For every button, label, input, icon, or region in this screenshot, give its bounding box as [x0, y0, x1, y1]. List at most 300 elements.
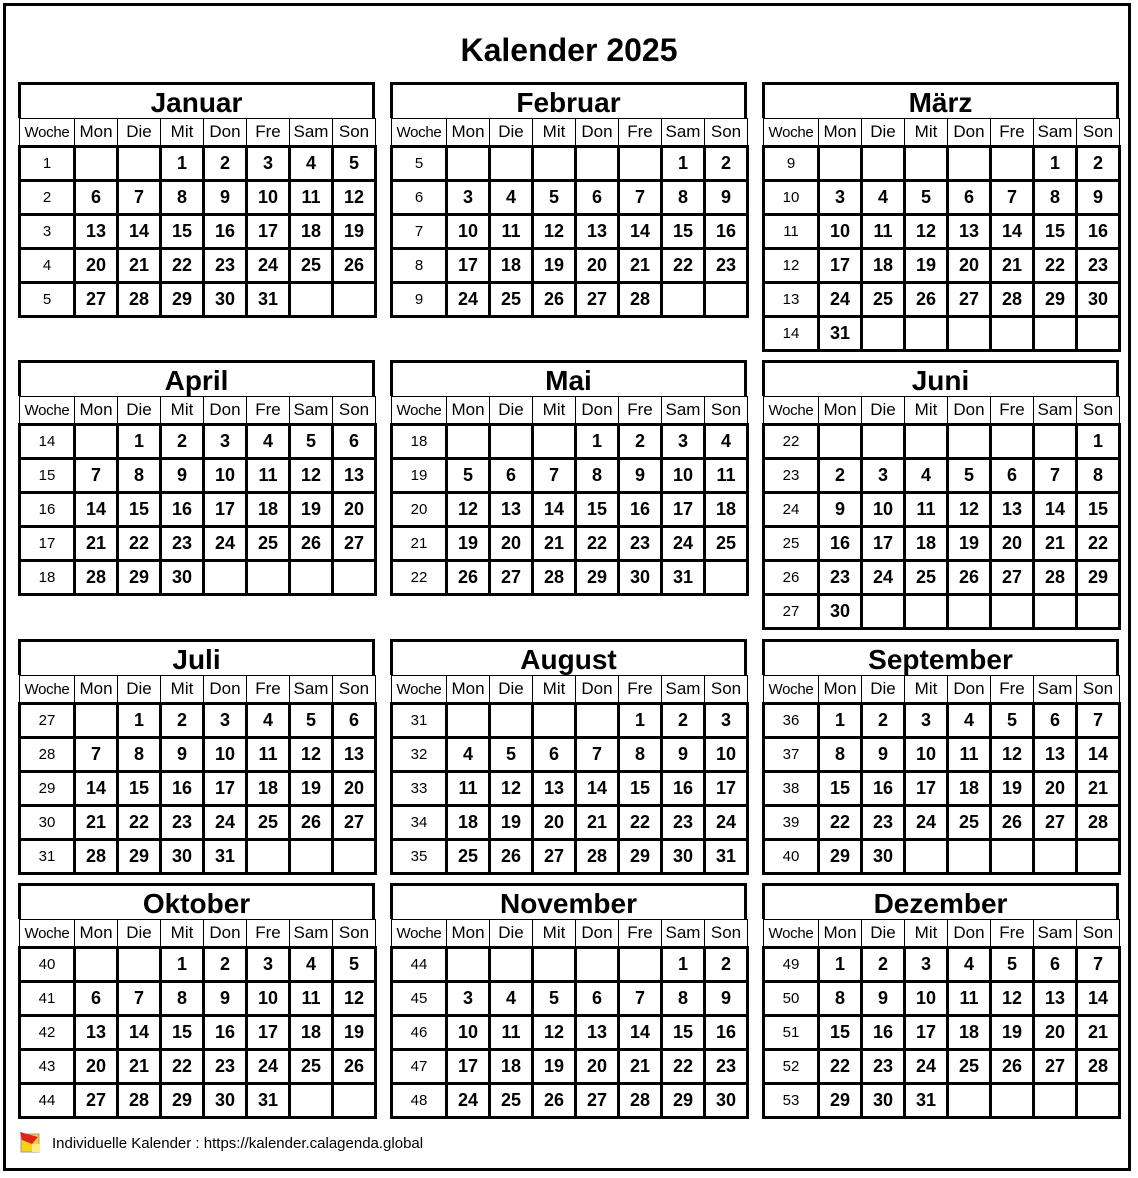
- weekday-header: Mon: [819, 920, 862, 948]
- day-cell: [991, 425, 1034, 459]
- week-number: 37: [764, 738, 819, 772]
- day-cell: 18: [290, 215, 333, 249]
- week-number: 1: [20, 147, 75, 181]
- day-cell: [75, 948, 118, 982]
- day-cell: [533, 147, 576, 181]
- week-number: 22: [764, 425, 819, 459]
- weekday-header: Son: [1077, 119, 1120, 147]
- day-cell: 31: [819, 317, 862, 351]
- day-cell: 23: [161, 527, 204, 561]
- weekday-header-row: [20, 397, 376, 425]
- month-table: [390, 396, 749, 596]
- day-cell: [619, 147, 662, 181]
- week-row: [392, 704, 748, 738]
- month-block: [762, 360, 1119, 630]
- month-name: Januar: [18, 82, 375, 118]
- day-cell: 27: [75, 1084, 118, 1118]
- week-row: [764, 948, 1120, 982]
- day-cell: 22: [576, 527, 619, 561]
- day-cell: 13: [75, 215, 118, 249]
- day-cell: [948, 147, 991, 181]
- day-cell: [533, 425, 576, 459]
- day-cell: 2: [161, 704, 204, 738]
- week-number: 5: [20, 283, 75, 317]
- day-cell: 20: [533, 806, 576, 840]
- week-row: [764, 1016, 1120, 1050]
- day-cell: 14: [619, 215, 662, 249]
- day-cell: 20: [576, 1050, 619, 1084]
- day-cell: 15: [118, 772, 161, 806]
- day-cell: 27: [991, 561, 1034, 595]
- week-column-header: Woche: [392, 119, 447, 147]
- day-cell: 6: [948, 181, 991, 215]
- day-cell: 19: [290, 772, 333, 806]
- day-cell: 19: [991, 772, 1034, 806]
- day-cell: 26: [533, 1084, 576, 1118]
- day-cell: [333, 283, 376, 317]
- weekday-header: Mon: [447, 676, 490, 704]
- day-cell: [991, 840, 1034, 874]
- week-row: [764, 806, 1120, 840]
- weekday-header: Fre: [619, 119, 662, 147]
- day-cell: 31: [204, 840, 247, 874]
- day-cell: 5: [490, 738, 533, 772]
- day-cell: 4: [905, 459, 948, 493]
- month-block: [762, 883, 1119, 1119]
- weekday-header: Die: [490, 119, 533, 147]
- day-cell: 19: [533, 1050, 576, 1084]
- month-name: Juni: [762, 360, 1119, 396]
- day-cell: [862, 595, 905, 629]
- month-name: Juli: [18, 639, 375, 675]
- weekday-header-row: [764, 676, 1120, 704]
- day-cell: 8: [819, 738, 862, 772]
- day-cell: 7: [619, 181, 662, 215]
- day-cell: 10: [204, 459, 247, 493]
- day-cell: 26: [905, 283, 948, 317]
- day-cell: 20: [991, 527, 1034, 561]
- day-cell: 13: [576, 1016, 619, 1050]
- day-cell: 15: [662, 215, 705, 249]
- weekday-header-row: [392, 676, 748, 704]
- weekday-header: Mit: [161, 676, 204, 704]
- day-cell: [75, 425, 118, 459]
- day-cell: 21: [75, 806, 118, 840]
- day-cell: 16: [204, 1016, 247, 1050]
- day-cell: 25: [247, 527, 290, 561]
- day-cell: 11: [490, 1016, 533, 1050]
- day-cell: 22: [1077, 527, 1120, 561]
- week-number: 16: [20, 493, 75, 527]
- day-cell: 8: [576, 459, 619, 493]
- day-cell: 28: [1077, 1050, 1120, 1084]
- month-table: [762, 675, 1121, 875]
- day-cell: 3: [819, 181, 862, 215]
- weekday-header: Mit: [905, 119, 948, 147]
- week-number: 43: [20, 1050, 75, 1084]
- week-number: 30: [20, 806, 75, 840]
- day-cell: [290, 1084, 333, 1118]
- weekday-header: Sam: [1034, 676, 1077, 704]
- day-cell: 10: [905, 982, 948, 1016]
- weekday-header: Don: [204, 119, 247, 147]
- weekday-header: Mit: [161, 920, 204, 948]
- day-cell: 24: [819, 283, 862, 317]
- day-cell: 3: [905, 948, 948, 982]
- day-cell: 3: [862, 459, 905, 493]
- day-cell: 14: [118, 215, 161, 249]
- day-cell: 22: [819, 806, 862, 840]
- day-cell: [905, 317, 948, 351]
- day-cell: [705, 561, 748, 595]
- week-row: [20, 948, 376, 982]
- weekday-header: Mon: [819, 397, 862, 425]
- day-cell: 6: [533, 738, 576, 772]
- day-cell: [247, 840, 290, 874]
- day-cell: 5: [991, 704, 1034, 738]
- week-row: [20, 283, 376, 317]
- day-cell: 28: [991, 283, 1034, 317]
- week-row: [392, 147, 748, 181]
- day-cell: [862, 425, 905, 459]
- day-cell: 20: [1034, 772, 1077, 806]
- day-cell: 4: [247, 704, 290, 738]
- day-cell: 25: [948, 1050, 991, 1084]
- day-cell: [533, 704, 576, 738]
- day-cell: 26: [447, 561, 490, 595]
- day-cell: [662, 283, 705, 317]
- weekday-header: Die: [118, 920, 161, 948]
- day-cell: 3: [447, 181, 490, 215]
- day-cell: [447, 948, 490, 982]
- day-cell: 13: [75, 1016, 118, 1050]
- weekday-header: Fre: [247, 676, 290, 704]
- day-cell: 3: [705, 704, 748, 738]
- day-cell: 30: [662, 840, 705, 874]
- day-cell: [576, 948, 619, 982]
- weekday-header: Mit: [533, 676, 576, 704]
- weekday-header: Fre: [619, 397, 662, 425]
- day-cell: 11: [862, 215, 905, 249]
- weekday-header: Sam: [1034, 119, 1077, 147]
- day-cell: 23: [862, 806, 905, 840]
- day-cell: 12: [905, 215, 948, 249]
- day-cell: [247, 561, 290, 595]
- day-cell: 22: [1034, 249, 1077, 283]
- day-cell: 21: [1034, 527, 1077, 561]
- day-cell: 5: [290, 704, 333, 738]
- day-cell: 17: [905, 772, 948, 806]
- weekday-header: Die: [862, 920, 905, 948]
- day-cell: 25: [490, 1084, 533, 1118]
- day-cell: 27: [490, 561, 533, 595]
- week-row: [392, 1050, 748, 1084]
- day-cell: 15: [662, 1016, 705, 1050]
- day-cell: 20: [75, 1050, 118, 1084]
- day-cell: 15: [819, 1016, 862, 1050]
- weekday-header: Die: [862, 397, 905, 425]
- weekday-header: Don: [204, 397, 247, 425]
- day-cell: [991, 317, 1034, 351]
- month-name: November: [390, 883, 747, 919]
- day-cell: 17: [247, 1016, 290, 1050]
- day-cell: 4: [490, 181, 533, 215]
- footer: [18, 1128, 423, 1158]
- day-cell: 27: [576, 1084, 619, 1118]
- weekday-header: Don: [948, 676, 991, 704]
- day-cell: 22: [118, 806, 161, 840]
- day-cell: [905, 425, 948, 459]
- week-column-header: Woche: [392, 920, 447, 948]
- weekday-header: Mit: [161, 397, 204, 425]
- day-cell: 22: [161, 1050, 204, 1084]
- weekday-header-row: [20, 920, 376, 948]
- day-cell: 28: [533, 561, 576, 595]
- week-row: [392, 249, 748, 283]
- week-row: [392, 181, 748, 215]
- weekday-header: Mon: [75, 920, 118, 948]
- week-number: 47: [392, 1050, 447, 1084]
- month-block: [18, 360, 375, 596]
- day-cell: 30: [819, 595, 862, 629]
- day-cell: 24: [247, 1050, 290, 1084]
- day-cell: 27: [333, 806, 376, 840]
- day-cell: 11: [290, 181, 333, 215]
- week-row: [392, 772, 748, 806]
- day-cell: [290, 840, 333, 874]
- day-cell: [1034, 317, 1077, 351]
- day-cell: 22: [662, 249, 705, 283]
- weekday-header: Fre: [991, 397, 1034, 425]
- day-cell: 1: [819, 948, 862, 982]
- day-cell: 18: [290, 1016, 333, 1050]
- day-cell: 1: [118, 704, 161, 738]
- day-cell: 10: [447, 1016, 490, 1050]
- week-number: 13: [764, 283, 819, 317]
- day-cell: [1077, 840, 1120, 874]
- weekday-header: Sam: [1034, 397, 1077, 425]
- day-cell: [1077, 595, 1120, 629]
- day-cell: 31: [662, 561, 705, 595]
- week-column-header: Woche: [20, 676, 75, 704]
- day-cell: 7: [75, 459, 118, 493]
- day-cell: 13: [948, 215, 991, 249]
- week-number: 28: [20, 738, 75, 772]
- day-cell: 21: [118, 1050, 161, 1084]
- day-cell: 1: [819, 704, 862, 738]
- weekday-header: Sam: [290, 676, 333, 704]
- day-cell: 25: [247, 806, 290, 840]
- day-cell: [705, 283, 748, 317]
- day-cell: 7: [1077, 948, 1120, 982]
- week-number: 9: [392, 283, 447, 317]
- weekday-header: Fre: [247, 920, 290, 948]
- day-cell: 13: [333, 738, 376, 772]
- weekday-header: Don: [576, 676, 619, 704]
- week-number: 44: [20, 1084, 75, 1118]
- day-cell: 27: [1034, 1050, 1077, 1084]
- week-row: [764, 738, 1120, 772]
- day-cell: 16: [161, 772, 204, 806]
- week-number: 27: [764, 595, 819, 629]
- week-number: 14: [764, 317, 819, 351]
- weekday-header: Son: [705, 397, 748, 425]
- month-block: [762, 639, 1119, 875]
- day-cell: [447, 425, 490, 459]
- day-cell: 18: [905, 527, 948, 561]
- weekday-header: Mon: [75, 676, 118, 704]
- day-cell: 30: [204, 1084, 247, 1118]
- day-cell: 21: [75, 527, 118, 561]
- day-cell: [1077, 317, 1120, 351]
- day-cell: 8: [118, 738, 161, 772]
- weekday-header: Son: [333, 119, 376, 147]
- week-row: [392, 561, 748, 595]
- day-cell: 6: [490, 459, 533, 493]
- day-cell: 10: [862, 493, 905, 527]
- week-row: [20, 425, 376, 459]
- day-cell: 29: [576, 561, 619, 595]
- day-cell: 7: [619, 982, 662, 1016]
- weekday-header: Mon: [819, 676, 862, 704]
- day-cell: 21: [1077, 1016, 1120, 1050]
- week-number: 4: [20, 249, 75, 283]
- day-cell: 15: [1034, 215, 1077, 249]
- week-number: 31: [20, 840, 75, 874]
- week-row: [392, 738, 748, 772]
- day-cell: 20: [490, 527, 533, 561]
- day-cell: 23: [662, 806, 705, 840]
- day-cell: 30: [862, 840, 905, 874]
- day-cell: 1: [576, 425, 619, 459]
- day-cell: 7: [118, 982, 161, 1016]
- week-row: [20, 561, 376, 595]
- day-cell: 23: [1077, 249, 1120, 283]
- day-cell: 12: [333, 181, 376, 215]
- day-cell: 30: [862, 1084, 905, 1118]
- week-row: [764, 1084, 1120, 1118]
- day-cell: 18: [247, 493, 290, 527]
- weekday-header-row: [392, 119, 748, 147]
- week-number: 50: [764, 982, 819, 1016]
- day-cell: 7: [991, 181, 1034, 215]
- day-cell: 12: [991, 738, 1034, 772]
- month-block: [762, 82, 1119, 352]
- week-row: [392, 1016, 748, 1050]
- day-cell: 25: [490, 283, 533, 317]
- weekday-header: Son: [333, 920, 376, 948]
- day-cell: 25: [290, 1050, 333, 1084]
- weekday-header: Sam: [1034, 920, 1077, 948]
- day-cell: 5: [333, 948, 376, 982]
- weekday-header: Sam: [290, 920, 333, 948]
- weekday-header: Sam: [662, 397, 705, 425]
- day-cell: 7: [533, 459, 576, 493]
- week-number: 15: [20, 459, 75, 493]
- weekday-header: Don: [204, 676, 247, 704]
- month-block: [18, 639, 375, 875]
- weekday-header: Die: [490, 676, 533, 704]
- day-cell: 21: [619, 1050, 662, 1084]
- footer-link[interactable]: Individuelle Kalender : https://kalender.calagenda.global: [52, 1134, 424, 1152]
- day-cell: [447, 147, 490, 181]
- day-cell: 26: [490, 840, 533, 874]
- week-number: 36: [764, 704, 819, 738]
- week-row: [392, 425, 748, 459]
- day-cell: 27: [333, 527, 376, 561]
- day-cell: 16: [705, 1016, 748, 1050]
- week-number: 34: [392, 806, 447, 840]
- day-cell: 15: [161, 1016, 204, 1050]
- day-cell: 11: [905, 493, 948, 527]
- day-cell: 5: [290, 425, 333, 459]
- week-row: [764, 317, 1120, 351]
- weekday-header: Don: [204, 920, 247, 948]
- day-cell: 12: [948, 493, 991, 527]
- day-cell: [447, 704, 490, 738]
- week-number: 3: [20, 215, 75, 249]
- day-cell: 24: [705, 806, 748, 840]
- weekday-header: Mon: [447, 119, 490, 147]
- weekday-header: Son: [705, 676, 748, 704]
- day-cell: 17: [204, 493, 247, 527]
- week-row: [764, 181, 1120, 215]
- day-cell: 13: [490, 493, 533, 527]
- week-number: 23: [764, 459, 819, 493]
- day-cell: 28: [619, 283, 662, 317]
- day-cell: [619, 948, 662, 982]
- day-cell: 24: [662, 527, 705, 561]
- day-cell: 23: [619, 527, 662, 561]
- day-cell: 20: [333, 772, 376, 806]
- day-cell: 26: [948, 561, 991, 595]
- week-row: [764, 772, 1120, 806]
- weekday-header: Son: [705, 119, 748, 147]
- day-cell: [490, 704, 533, 738]
- weekday-header: Son: [1077, 920, 1120, 948]
- day-cell: 2: [862, 704, 905, 738]
- day-cell: 15: [819, 772, 862, 806]
- month-table: [390, 675, 749, 875]
- week-row: [392, 493, 748, 527]
- day-cell: 8: [1077, 459, 1120, 493]
- week-number: 8: [392, 249, 447, 283]
- day-cell: 26: [290, 806, 333, 840]
- day-cell: [1077, 1084, 1120, 1118]
- day-cell: 10: [247, 181, 290, 215]
- month-block: [390, 639, 747, 875]
- day-cell: 19: [991, 1016, 1034, 1050]
- day-cell: 18: [490, 249, 533, 283]
- week-number: 49: [764, 948, 819, 982]
- week-row: [20, 738, 376, 772]
- week-number: 14: [20, 425, 75, 459]
- day-cell: 19: [333, 215, 376, 249]
- day-cell: 29: [819, 1084, 862, 1118]
- month-name: September: [762, 639, 1119, 675]
- day-cell: [333, 561, 376, 595]
- day-cell: [991, 595, 1034, 629]
- day-cell: 21: [576, 806, 619, 840]
- week-number: 51: [764, 1016, 819, 1050]
- day-cell: [533, 948, 576, 982]
- week-number: 22: [392, 561, 447, 595]
- day-cell: 29: [161, 1084, 204, 1118]
- day-cell: 6: [75, 181, 118, 215]
- week-row: [764, 527, 1120, 561]
- day-cell: 20: [75, 249, 118, 283]
- weekday-header: Don: [948, 920, 991, 948]
